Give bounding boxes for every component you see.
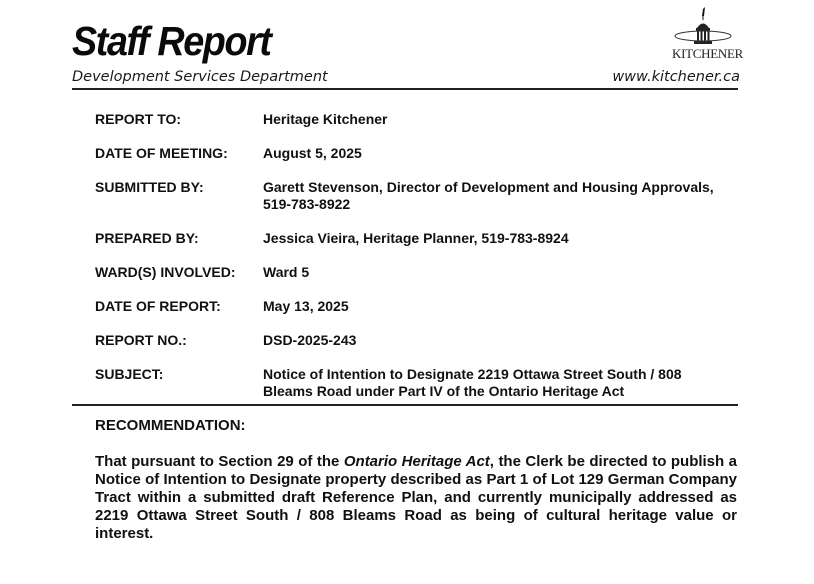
kitchener-logo [670,6,745,64]
recommendation-text-end: , the Clerk be directed to publish a Notice of Intention to Designate property described as Part 1 of Lot 129 German Company Tract within a submitted draft Reference Plan, and currently municipally addressed as 2219 Ottawa Street South / 808 Bleams Road as being of cultural heritage value or interest. [95,453,738,542]
city-hall-icon [670,6,745,48]
field-prepared-by [95,230,745,247]
report-fields [95,111,745,400]
field-wards-involved [95,264,745,281]
department-name: Development Services Department [72,69,328,85]
field-value: Heritage Kitchener [263,111,388,127]
header-divider [72,88,738,90]
field-label: DATE OF MEETING: [95,145,228,161]
website-link[interactable]: www.kitchener.ca [612,69,740,85]
field-label: DATE OF REPORT: [95,298,221,314]
recommendation-text-start: That pursuant to Section 29 of the [95,453,344,470]
field-report-to [95,111,745,128]
act-name: Ontario Heritage Act [343,453,490,470]
field-date-of-report [95,298,745,315]
field-value: August 5, 2025 [263,145,362,161]
field-value: Notice of Intention to Designate 2219 Ottawa Street South / 808 Bleams Road under Part IV of the Ontario Heritage Act [263,366,682,399]
field-label: SUBJECT: [95,366,164,382]
field-value: DSD-2025-243 [263,332,357,348]
field-subject [95,366,745,400]
field-label: WARD(S) INVOLVED: [95,264,236,280]
field-value: Ward 5 [263,264,310,280]
field-value: Garett Stevenson, Director of Development and Housing Approvals, 519-783-8922 [263,179,714,212]
recommendation-text [95,453,737,543]
field-submitted-by [95,179,745,213]
recommendation-heading: RECOMMENDATION: [95,417,246,434]
field-label: PREPARED BY: [95,230,199,246]
field-report-number [95,332,745,349]
logo-text: KITCHENER [672,46,743,61]
field-value: Jessica Vieira, Heritage Planner, 519-783-8924 [263,230,569,246]
field-label: SUBMITTED BY: [95,179,204,195]
section-divider [72,404,738,406]
report-title: Staff Report [72,18,271,64]
field-date-of-meeting [95,145,745,162]
field-label: REPORT NO.: [95,332,187,348]
field-value: May 13, 2025 [263,298,349,314]
field-label: REPORT TO: [95,111,182,127]
